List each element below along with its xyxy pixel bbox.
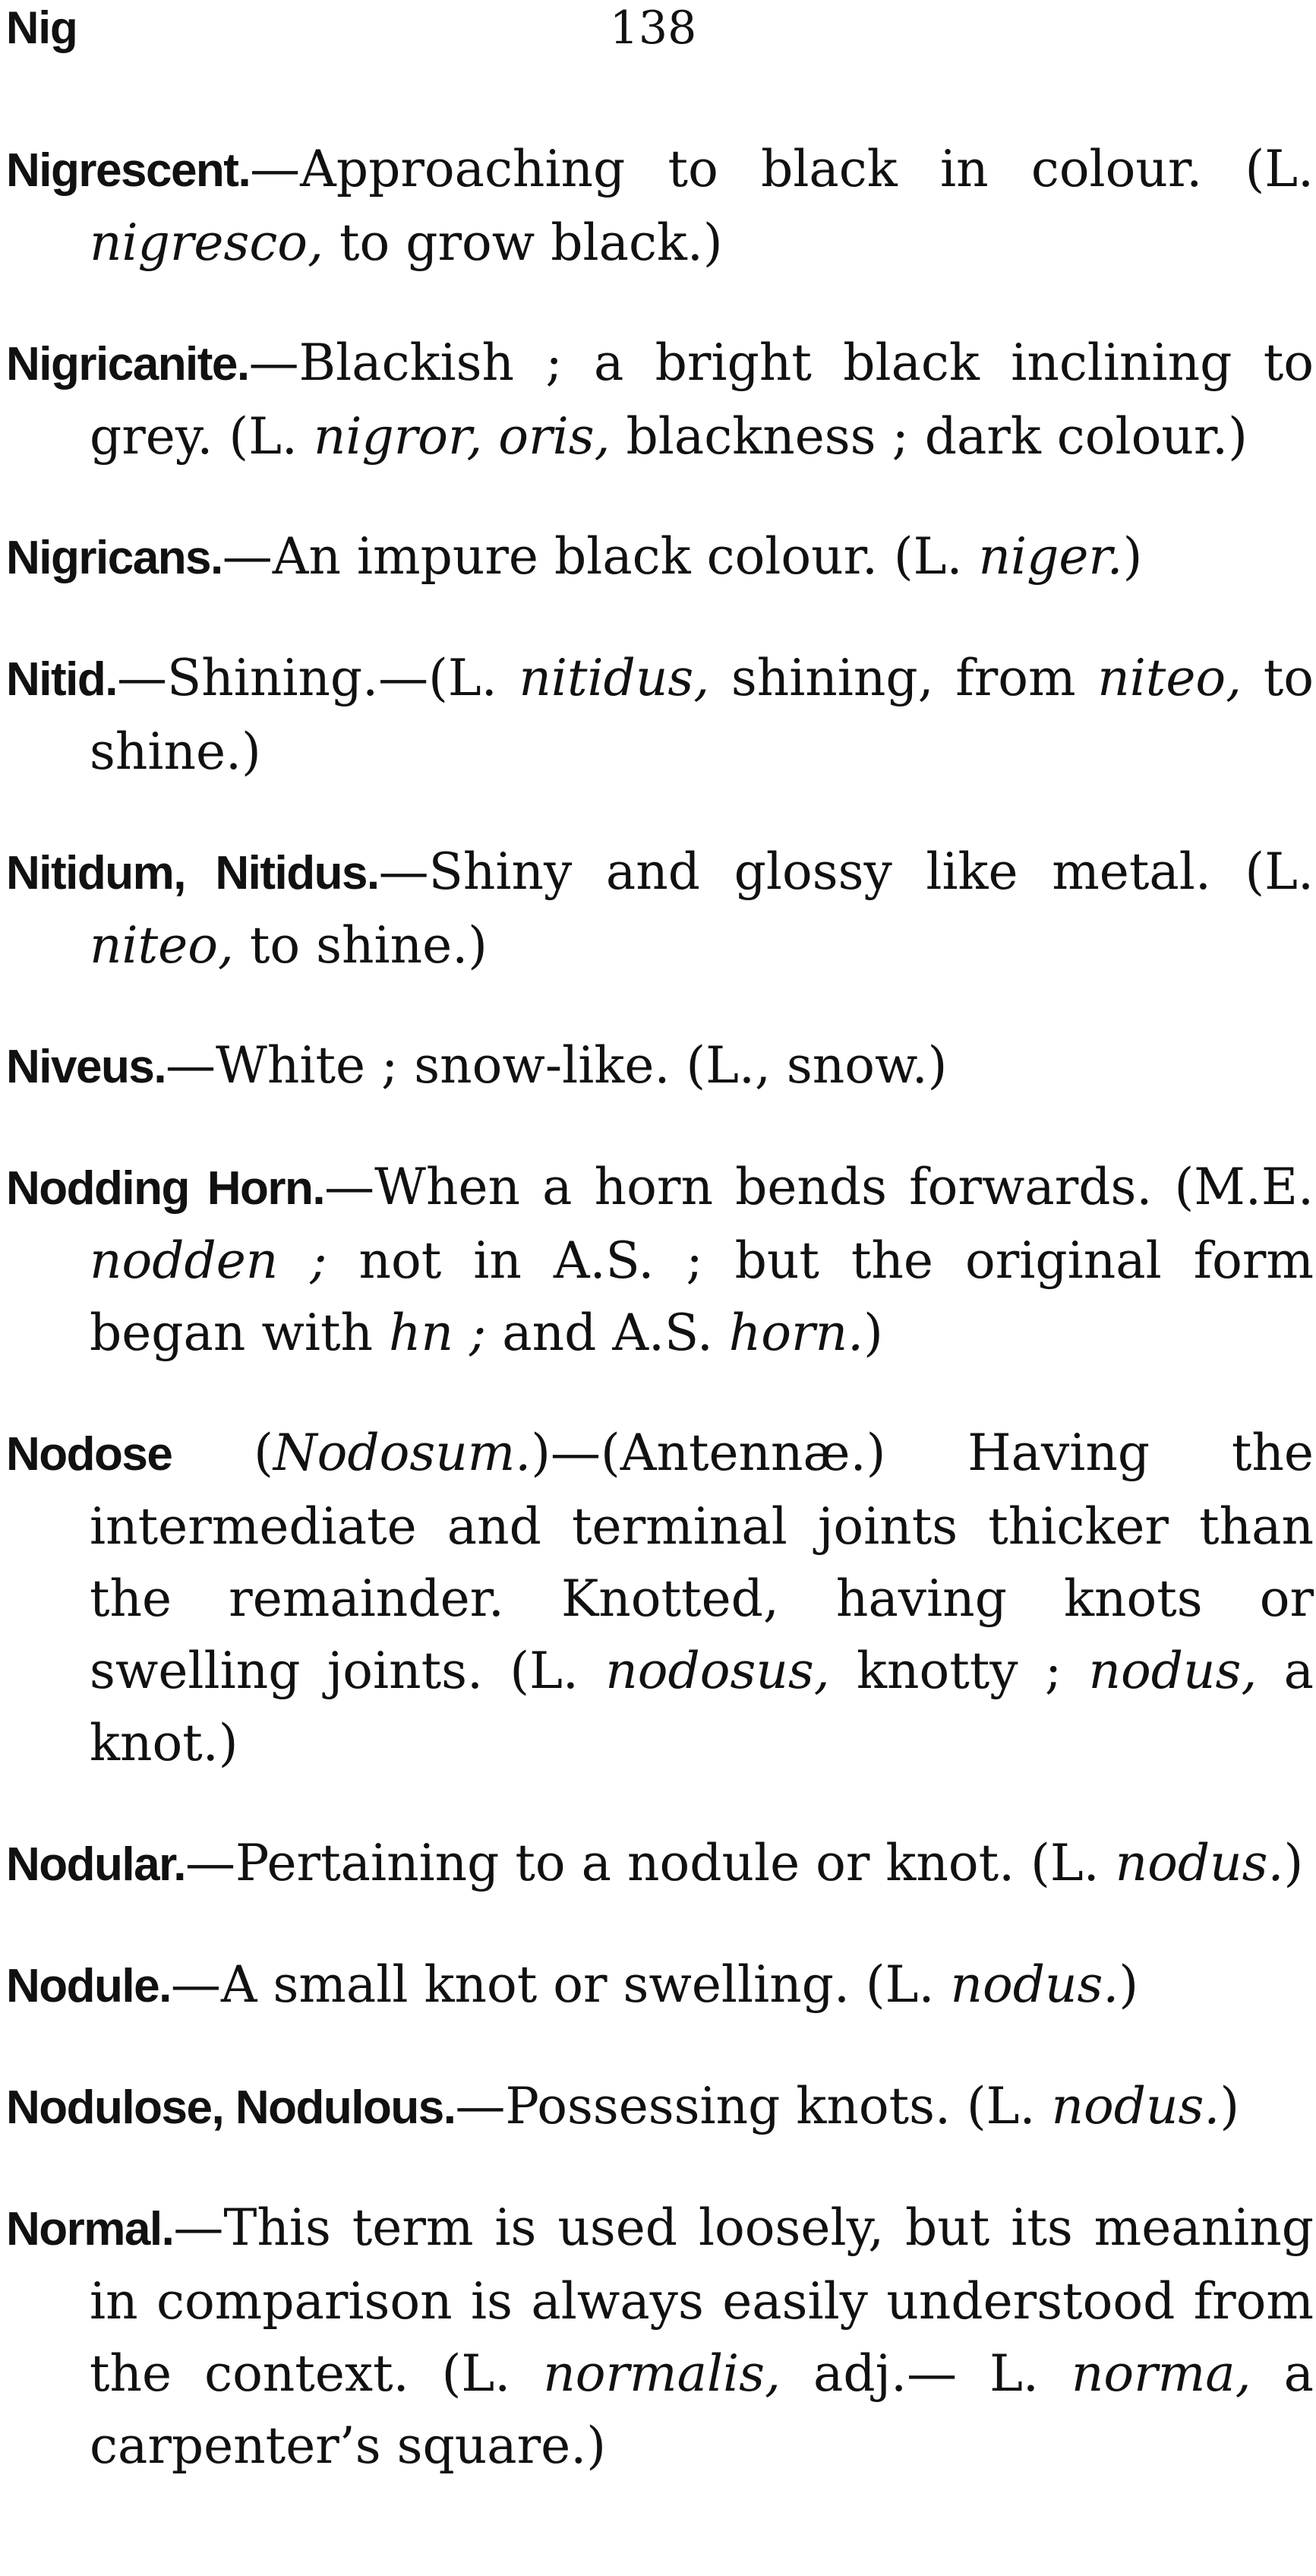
latin-term: niteo, <box>1097 649 1242 707</box>
latin-term: hn ; <box>389 1304 487 1362</box>
definition-text: shining, from <box>709 649 1098 707</box>
latin-term: niteo, <box>90 916 234 975</box>
entry-nodular <box>6 1827 1314 1901</box>
headword: Nigricans. <box>6 532 222 584</box>
guide-word: Nig <box>6 2 77 53</box>
definition-text: ) <box>863 1304 883 1362</box>
latin-term: nodus. <box>1115 1834 1284 1892</box>
entry-niveus <box>6 1029 1314 1103</box>
latin-term: nodden ; <box>90 1231 327 1290</box>
entry-nodule <box>6 1949 1314 2022</box>
definition-text: —Blackish ; a bright black inclining to grey. (L. <box>90 333 1314 466</box>
definition-text: to grow black.) <box>323 213 723 272</box>
latin-term: nigresco, <box>90 213 324 272</box>
glossary-entries <box>6 133 1314 2530</box>
definition-text: —An impure black colour. (L. <box>222 527 979 586</box>
entry-nigricans <box>6 520 1314 594</box>
definition-text: —Approaching to black in colour. (L. <box>250 140 1314 198</box>
definition-text: blackness ; dark colour.) <box>610 407 1248 466</box>
headword: Nitid. <box>6 653 117 706</box>
headword: Nigricanite. <box>6 338 249 390</box>
latin-term: norma, <box>1071 2344 1251 2403</box>
definition-text: ) <box>1220 2077 1240 2135</box>
definition-text: —Shiny and glossy like metal. (L. <box>378 842 1314 901</box>
headword: Nigrescent. <box>6 144 251 197</box>
headword: Nodulose, Nodulous. <box>6 2081 456 2134</box>
definition-text: a carpenter’s square.) <box>90 2344 1314 2475</box>
headword: Nodose <box>6 1428 172 1481</box>
definition-text: and A.S. <box>486 1304 729 1362</box>
definition-text: a knot.) <box>90 1642 1314 1772</box>
page-number: 138 <box>609 2 697 55</box>
latin-term: niger. <box>978 527 1123 586</box>
latin-term: nodosus, <box>605 1642 830 1700</box>
definition-text: ) <box>1119 1955 1139 2014</box>
headword: Nodding Horn. <box>6 1162 325 1215</box>
latin-term: nigror, <box>313 407 483 466</box>
headword: Nodule. <box>6 1960 171 2012</box>
definition-text <box>482 407 498 466</box>
definition-text: to shine.) <box>90 649 1314 781</box>
entry-nitid <box>6 642 1314 788</box>
definition-text: —When a horn bends forwards. (M.E. <box>324 1158 1314 1216</box>
latin-term: oris, <box>498 407 611 466</box>
latin-term: nodus. <box>1051 2077 1220 2135</box>
definition-text: ) <box>1283 1834 1304 1892</box>
entry-nodulose-nodulous <box>6 2070 1314 2144</box>
entry-nigrescent <box>6 133 1314 279</box>
entry-nigricanite <box>6 327 1314 473</box>
entry-normal <box>6 2192 1314 2482</box>
definition-text: —Shining.—(L. <box>116 649 519 707</box>
definition-text: )—(Antennæ.) Having the intermediate and terminal joints thicker than the remainder. Knotted, having knots or swelling joints. (L. <box>90 1424 1314 1700</box>
latin-term: nodus. <box>950 1955 1119 2014</box>
definition-text: not in A.S. ; but the original form began with <box>90 1231 1314 1362</box>
latin-term: normalis, <box>543 2344 781 2403</box>
definition-text: ( <box>172 1424 273 1482</box>
entry-nodose <box>6 1417 1314 1779</box>
headword: Normal. <box>6 2203 174 2255</box>
headword: Nodular. <box>6 1838 186 1891</box>
definition-text: adj.— L. <box>781 2344 1071 2403</box>
latin-term: horn. <box>728 1304 864 1362</box>
headword: Niveus. <box>6 1041 166 1093</box>
definition-text: —Possessing knots. (L. <box>455 2077 1052 2135</box>
definition-text: to shine.) <box>233 916 488 975</box>
entry-nodding-horn <box>6 1151 1314 1369</box>
definition-text: —This term is used loosely, but its meaning in comparison is always easily understood from the context. (L. <box>90 2198 1314 2403</box>
headword: Nitidum, Nitidus. <box>6 847 379 899</box>
entry-nitidum-nitidus <box>6 836 1314 981</box>
definition-text: ) <box>1122 527 1143 586</box>
definition-text: —White ; snow-like. (L., snow.) <box>166 1036 948 1095</box>
latin-term: nitidus, <box>519 649 710 707</box>
latin-term: Nodosum. <box>273 1424 532 1482</box>
definition-text: —Pertaining to a nodule or knot. (L. <box>185 1834 1116 1892</box>
definition-text: —A small knot or swelling. (L. <box>170 1955 951 2014</box>
definition-text: knotty ; <box>829 1642 1089 1700</box>
latin-term: nodus, <box>1088 1642 1258 1700</box>
running-head <box>0 0 1316 68</box>
